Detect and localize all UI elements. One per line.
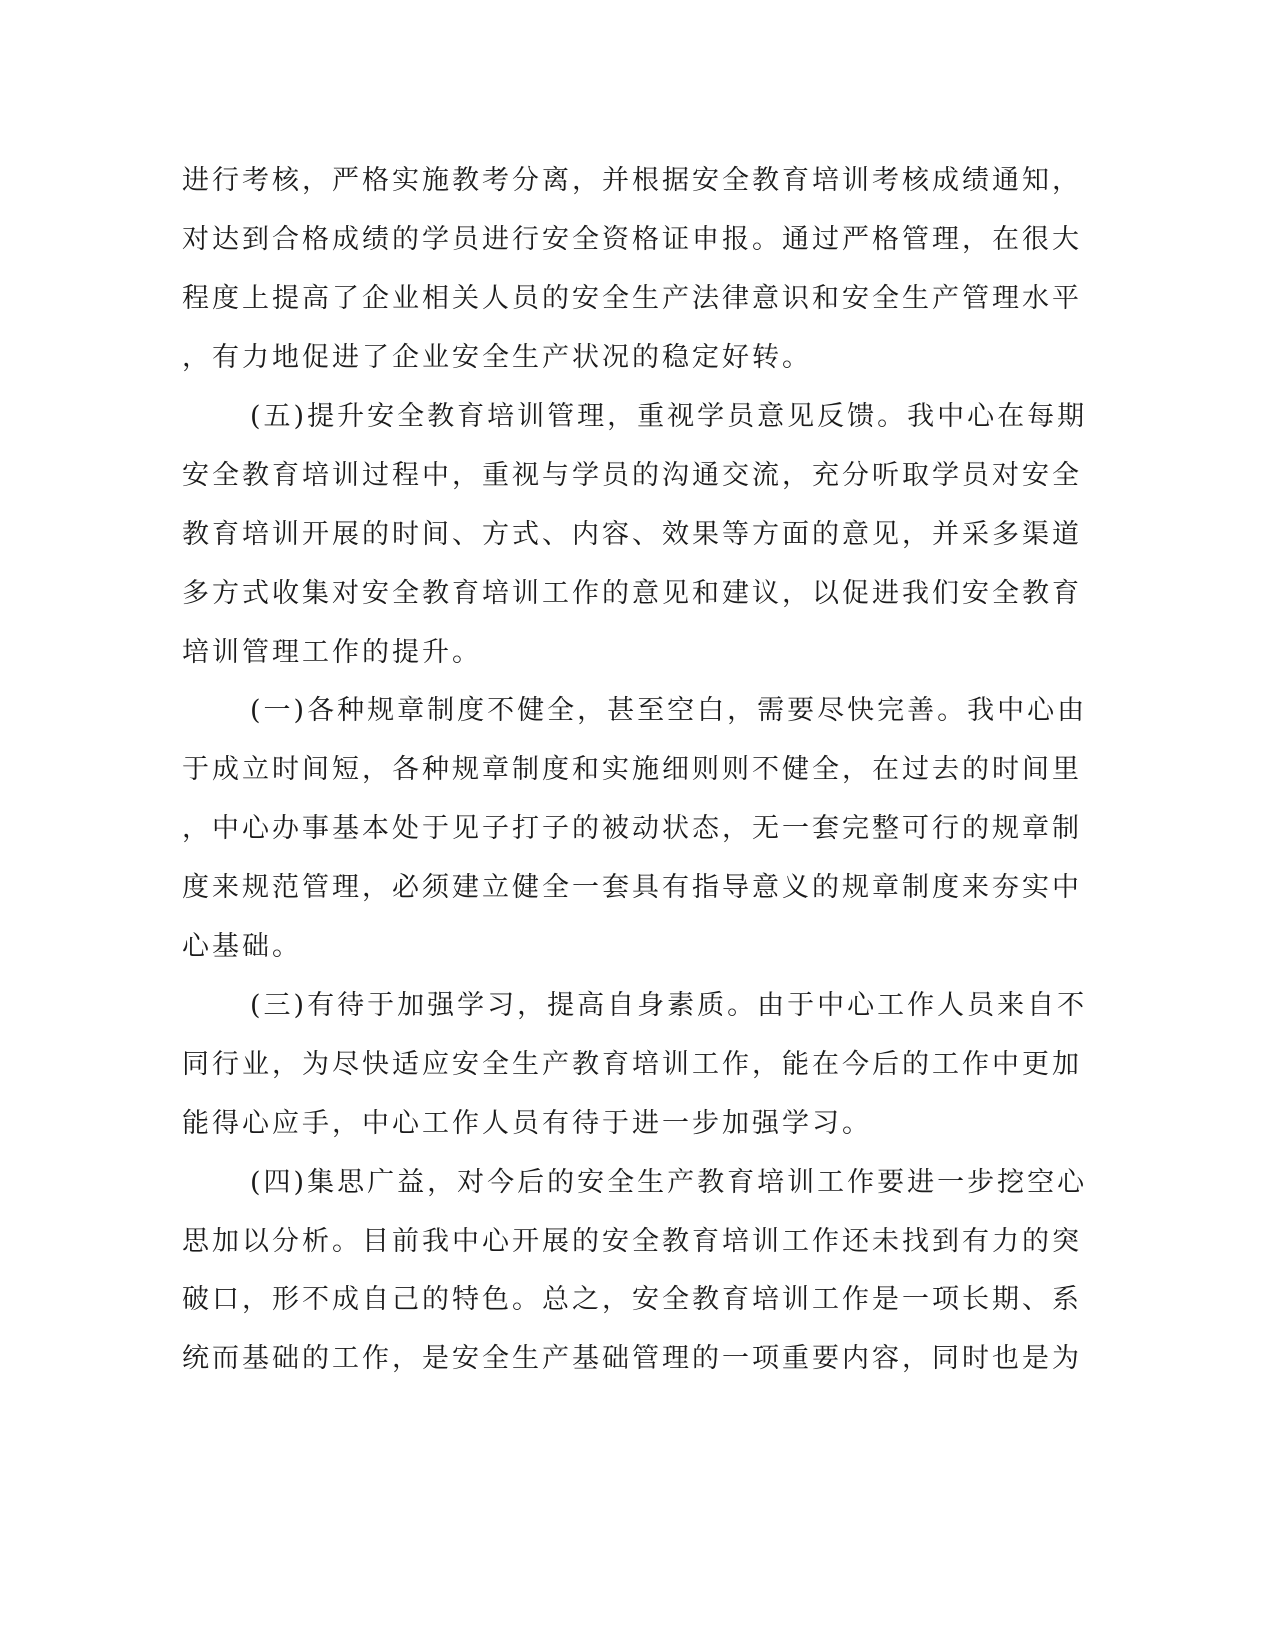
text-line: ，中心办事基本处于见子打子的被动状态，无一套完整可行的规章制 [182, 813, 1082, 844]
text-line: 进行考核，严格实施教考分离，并根据安全教育培训考核成绩通知， [182, 165, 1082, 196]
text-line: 于成立时间短，各种规章制度和实施细则则不健全，在过去的时间里 [182, 754, 1082, 785]
text-line: 同行业，为尽快适应安全生产教育培训工作，能在今后的工作中更加 [182, 1049, 1082, 1080]
text-line: 培训管理工作的提升。 [182, 637, 482, 668]
text-line: 能得心应手，中心工作人员有待于进一步加强学习。 [182, 1108, 872, 1139]
text-line: 对达到合格成绩的学员进行安全资格证申报。通过严格管理，在很大 [182, 224, 1082, 255]
paragraph-start-line: (四)集思广益，对今后的安全生产教育培训工作要进一步挖空心 [250, 1167, 1088, 1198]
text-line: 多方式收集对安全教育培训工作的意见和建议，以促进我们安全教育 [182, 578, 1082, 609]
text-line: 教育培训开展的时间、方式、内容、效果等方面的意见，并采多渠道 [182, 519, 1082, 550]
text-line: 安全教育培训过程中，重视与学员的沟通交流，充分听取学员对安全 [182, 460, 1082, 491]
text-line: 思加以分析。目前我中心开展的安全教育培训工作还未找到有力的突 [182, 1226, 1082, 1257]
text-line: 度来规范管理，必须建立健全一套具有指导意义的规章制度来夯实中 [182, 872, 1082, 903]
text-line: 统而基础的工作，是安全生产基础管理的一项重要内容，同时也是为 [182, 1343, 1082, 1374]
paragraph-start-line: (五)提升安全教育培训管理，重视学员意见反馈。我中心在每期 [250, 401, 1088, 432]
paragraph-start-line: (三)有待于加强学习，提高自身素质。由于中心工作人员来自不 [250, 990, 1088, 1021]
text-line: 心基础。 [182, 931, 302, 962]
text-line: ，有力地促进了企业安全生产状况的稳定好转。 [182, 342, 812, 373]
paragraph-start-line: (一)各种规章制度不健全，甚至空白，需要尽快完善。我中心由 [250, 695, 1088, 726]
text-line: 程度上提高了企业相关人员的安全生产法律意识和安全生产管理水平 [182, 283, 1082, 314]
text-line: 破口，形不成自己的特色。总之，安全教育培训工作是一项长期、系 [182, 1284, 1082, 1315]
